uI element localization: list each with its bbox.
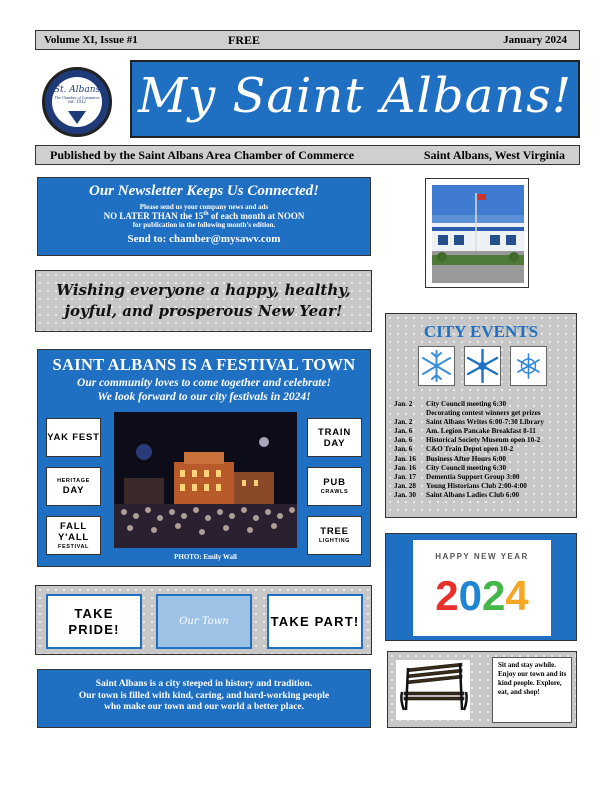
event-text: Historical Society Museum open 10-2 — [426, 436, 541, 445]
event-text: City Council meeting 6:30 — [426, 463, 507, 472]
festival-train-day — [307, 418, 362, 457]
bench-panel — [387, 651, 577, 728]
year-digit: 0 — [458, 572, 482, 619]
fest-label: YAK FEST — [47, 432, 100, 443]
city-events-panel — [385, 313, 577, 518]
deadline-sup: th — [203, 211, 209, 217]
event-row — [394, 491, 576, 500]
festival-yak-fest — [46, 418, 101, 457]
new-year-wishes-box — [35, 270, 372, 332]
photo-credit: PHOTO: Emily Wall — [174, 553, 237, 561]
event-text: Saint Albans Writes 6:00-7:30 Library — [426, 418, 544, 427]
masthead — [130, 60, 580, 138]
event-date: Jan. 6 — [394, 445, 413, 454]
deadline-end: of each month at NOON — [208, 211, 305, 221]
fest-sublabel: HERITAGE — [57, 478, 90, 484]
bench-image — [396, 660, 470, 720]
year-digit: 2 — [482, 572, 506, 619]
event-row — [394, 400, 576, 409]
history-panel — [37, 669, 371, 728]
event-text: Young Historians Club 2:00-4:00 — [426, 481, 527, 490]
price-label: FREE — [228, 33, 261, 47]
city-events-title: CITY EVENTS — [423, 322, 539, 341]
wishes-line2: joyful, and prosperous New Year! — [64, 302, 343, 320]
issue-info-bar — [35, 30, 580, 50]
happy-new-year-text: HAPPY NEW YEAR — [435, 552, 529, 561]
event-date: Jan. 28 — [394, 481, 416, 490]
fest-label: PUB — [323, 477, 346, 488]
year-digit: 2 — [435, 572, 459, 619]
logo-pennant-icon — [68, 111, 86, 124]
newsletter-heading: Our Newsletter Keeps Us Connected! — [89, 183, 319, 199]
events-list — [394, 400, 576, 500]
snowflake-icon — [418, 346, 455, 386]
event-text: Dementia Support Group 3:00 — [426, 472, 520, 481]
event-text: Am. Legion Pancake Breakfast 8-11 — [426, 427, 536, 436]
fest-label: FALL Y'ALL — [57, 520, 90, 543]
fest-sublabel: FESTIVAL — [58, 543, 89, 550]
take-pride-box: TAKE PRIDE! — [46, 594, 142, 649]
festival-pub-crawls — [307, 467, 362, 506]
history-line3: who make our town and our world a better place. — [103, 702, 305, 712]
newsletter-email[interactable]: Send to: chamber@mysawv.com — [127, 233, 281, 245]
festival-sub1: Our community loves to come together and celebrate! — [77, 377, 331, 389]
event-date: Jan. 30 — [394, 490, 416, 499]
snowflake-icon — [464, 346, 501, 386]
our-town-box — [156, 594, 252, 649]
logo-name: St. Albans — [53, 85, 101, 95]
year-2024 — [413, 572, 551, 620]
year-digit: 4 — [505, 572, 529, 619]
festival-crowd-photo — [114, 412, 297, 548]
festival-title: SAINT ALBANS IS A FESTIVAL TOWN — [52, 355, 356, 374]
festival-sub2: We look forward to our city festivals in 2024! — [97, 391, 311, 403]
event-text: City Council meeting 6:30 — [426, 400, 507, 408]
event-date: Jan. 2 — [394, 400, 413, 408]
fest-sublabel: CRAWLS — [320, 489, 349, 495]
event-date: Jan. 6 — [394, 427, 413, 436]
new-year-card — [413, 540, 551, 636]
event-date: Jan. 17 — [394, 472, 416, 481]
bench-icon — [396, 660, 470, 720]
event-row — [394, 455, 576, 464]
fest-label: TREE — [320, 526, 349, 537]
event-row — [394, 418, 576, 427]
logo-est: est. 1912 — [67, 100, 87, 105]
event-row — [394, 482, 576, 491]
event-text: Decorating contest winners get prizes — [426, 409, 541, 418]
event-row — [394, 445, 576, 454]
event-date — [394, 409, 426, 418]
take-pride-panel — [35, 585, 372, 655]
wishes-line1: Wishing everyone a happy, healthy, — [56, 281, 351, 299]
festival-fall-yall — [46, 516, 101, 555]
history-line2: Our town is filled with kind, caring, and hard-working people — [78, 690, 330, 701]
deadline-start: NO LATER THAN the 15 — [103, 211, 204, 221]
event-row — [394, 409, 576, 418]
event-row — [394, 473, 576, 482]
event-text: Business After Hours 6:00 — [426, 454, 506, 463]
newsletter-line1: Please send us your company news and ads — [139, 203, 269, 211]
fest-label: TRAIN DAY — [317, 426, 352, 449]
publisher-bar — [35, 145, 580, 165]
bench-note: Sit and stay awhile. Enjoy our town and its kind people. Explore, eat, and shop! — [492, 657, 572, 723]
festival-subtitle — [38, 376, 370, 404]
newsletter-deadline — [38, 211, 370, 221]
newsletter-line3: for publication in the following month’s edition. — [132, 221, 276, 229]
city-hall-image — [432, 185, 524, 283]
city-hall-photo — [425, 178, 529, 288]
new-year-panel — [385, 533, 577, 641]
festival-town-panel — [37, 349, 371, 567]
newsletter-title: My Saint Albans! — [137, 68, 573, 124]
event-date: Jan. 16 — [394, 454, 416, 463]
event-date: Jan. 2 — [394, 418, 413, 427]
newsletter-submission-box — [37, 177, 371, 256]
publisher: Published by the Saint Albans Area Chamber of Commerce — [50, 148, 355, 162]
chamber-logo — [42, 67, 112, 137]
fest-sublabel: LIGHTING — [318, 538, 351, 544]
festival-heritage-day — [46, 467, 101, 506]
fest-label: DAY — [62, 485, 85, 496]
event-row — [394, 464, 576, 473]
logo-tagline: The Chamber of Commerce — [54, 95, 100, 100]
event-date: Jan. 16 — [394, 463, 416, 472]
volume-issue: Volume XI, Issue #1 — [44, 34, 138, 46]
event-row — [394, 427, 576, 436]
festival-tree-lighting — [307, 516, 362, 555]
history-line1: Saint Albans is a city steeped in history and tradition. — [95, 679, 313, 689]
event-text: C&O Train Depot open 10-2 — [426, 445, 514, 454]
our-town-label: Our Town — [179, 615, 229, 627]
event-text: Saint Albans Ladies Club 6:00 — [426, 490, 520, 499]
take-part-box: TAKE PART! — [267, 594, 363, 649]
snowflake-icon — [510, 346, 547, 386]
event-date: Jan. 6 — [394, 436, 413, 445]
issue-date: January 2024 — [503, 34, 567, 46]
location: Saint Albans, West Virginia — [423, 148, 565, 162]
event-row — [394, 436, 576, 445]
